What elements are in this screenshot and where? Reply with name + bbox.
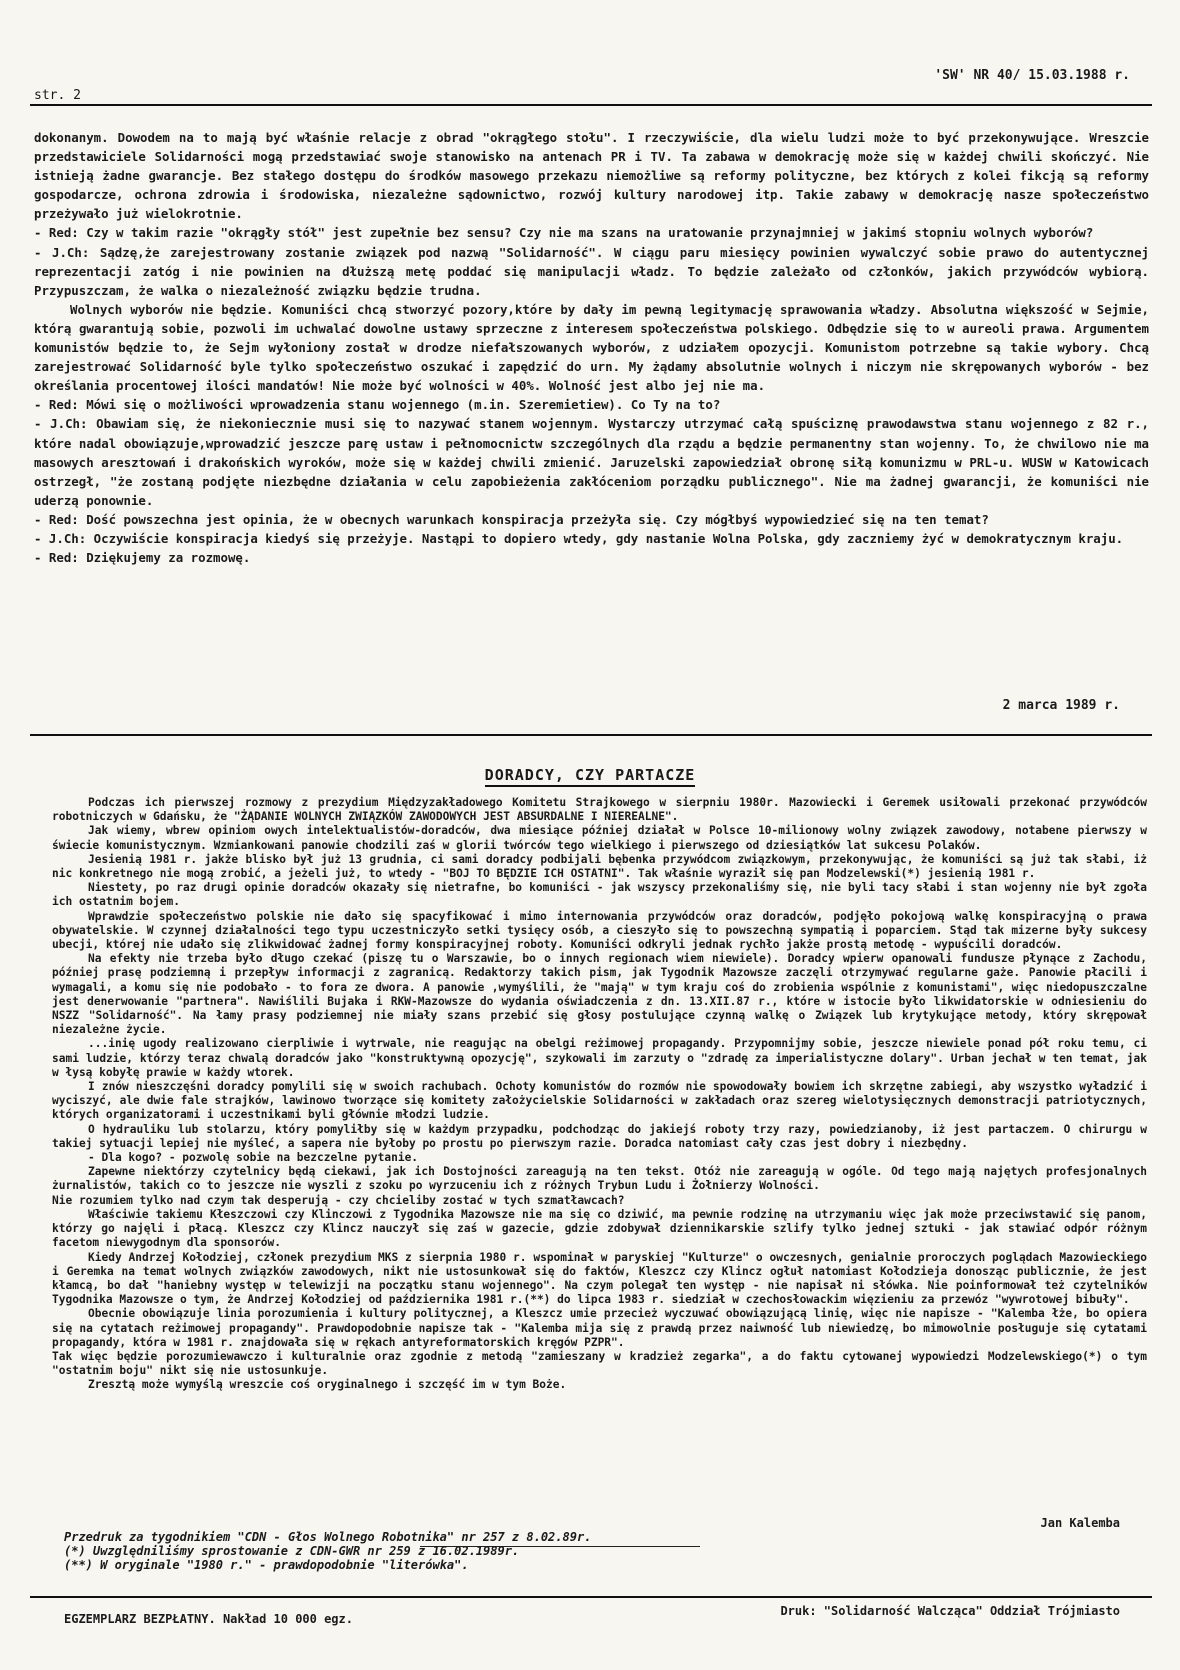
section-rule xyxy=(30,734,1152,736)
article-paragraph: Jak wiemy, wbrew opiniom owych intelektualistów-doradców, dwa miesiące później działał w Polsce 10-milionowy wolny związek zawodowy, notabene pierwszy w świecie komunistycznym. Wzmiankowani panowie chodzili zaś w glorii twórców tego wielkiego i pierwszego od dziesiątków lat sukcesu Polaków. xyxy=(52,824,1147,852)
interview-paragraph: Wolnych wyborów nie będzie. Komuniści chcą stworzyć pozory,które by dały im pewną legitymację sprawowania władzy. Absolutna większość w Sejmie, którą gwarantują sobie, pozwoli im uchwalać dowolne ustawy sprzeczne z interesem społeczeństwa polskiego. Odbędzie się to w aureoli prawa. Argumentem komunistów będzie to, że Sejm wyłoniony został w drodze niefałszowanych wyborów, z udziałem opozycji. Komunistom potrzebne są takie wybory. Chcą zarejestrować Solidarność byle tylko społeczeństwo oszukać i zapędzić do urn. My żądamy absolutnie wolnych i niczym nie skrępowanych wyborów - bez określania procentowej ilości mandatów! Nie może być wolności w 40%. Wolność jest albo jej nie ma. xyxy=(34,301,1149,394)
interview-paragraph: - J.Ch: Oczywiście konspiracja kiedyś się przeżyje. Nastąpi to dopiero wtedy, gdy nastanie Wolna Polska, gdy zaczniemy żyć w demokratycznym kraju. xyxy=(34,530,1124,546)
article-paragraph: ...inię ugody realizowano cierpliwie i wytrwale, nie reagując na obelgi reżimowej propagandy. Przypomnijmy sobie, jeszcze niewiele ponad pół roku temu, ci sami ludzie, którzy teraz chwalą doradców jako "konstruktywną opozycję", szykowali im zarzuty o "zdradę za imperialistyczne dolary". Urban jechał w ten temat, jak w łysą kobyłę prawie w każdy wtorek. xyxy=(52,1037,1147,1079)
interview-paragraph: - J.Ch: Obawiam się, że niekoniecznie musi się to nazywać stanem wojennym. Wystarczy utrzymać całą spuściznę prawodawstwa stanu wojennego z 82 r., które nadal obowiązuje,wprowadzić jeszcze parę ustaw i pełnomocnictw szczególnych dla rządu a będzie permanentny stan wojenny. To, że chwilowo nie ma masowych aresztowań i drakońskich wyroków, może się w każdej chwili zmienić. Jaruzelski zapowiedział obronę siłą komunizmu w PRL-u. WUSW w Katowicach ostrzegł, "że zostaną podjęte niezbędne działania w celu zapobieżenia zakłóceniom porządku publicznego". Nie ma żadnej gwarancji, że komuniści nie uderzą ponownie. xyxy=(34,416,1149,508)
article-paragraph: Właściwie takiemu Kłeszczowi czy Klinczowi z Tygodnika Mazowsze nie ma się co dziwić, ma pewnie rodzinę na utrzymaniu więc jak może przeciwstawić się panom, którzy go najęli i płacą. Kleszcz czy Klincz nauczył się zaś w gazecie, gdzie zdobywał dziennikarskie szlify tylko jednej sztuki - jak stawiać odpór różnym facetom niewygodnym dla sponsorów. xyxy=(52,1207,1147,1250)
article-paragraph: - Dla kogo? - pozwolę sobie na bezczelne pytanie. xyxy=(88,1151,419,1165)
interview-text xyxy=(34,128,1149,567)
reprint-notes xyxy=(64,1530,964,1572)
header-rule xyxy=(30,104,1152,106)
article-paragraph: Wprawdzie społeczeństwo polskie nie dało się spacyfikować i mimo internowania przywódców oraz doradców, podjęło pokojową walkę konspiracyjną o prawa obywatelskie. W czynnej działalności tego typu uczestniczyło setki tysięcy osób, a cieszyło się to powszechną sympatią i poparciem. Stąd tak mizerne były sukcesy ubecji, której nie udało się zlikwidować żadnej formy konspiracyjnej roboty. Komuniści odkryli jednak rychło jakże prostą metodę - wypuścili doradców. xyxy=(52,909,1147,952)
interview-paragraph: - Red: Czy w takim razie "okrągły stół" jest zupełnie bez sensu? Czy nie ma szans na uratowanie przynajmniej w jakimś stopniu wolnych wyborów? xyxy=(34,225,1094,241)
interview-paragraph: - J.Ch: Sądzę,że zarejestrowany zostanie związek pod nazwą "Solidarność". W ciągu paru miesięcy powinien wywalczyć sobie prawo do autentycznej reprezentacji zatóg i nie powinien na dłuższą metę poddać się manipulacji władz. To będzie zależało od członków, jakich przywódców wybiorą. Przypuszczam, że walka o niezależność związku będzie trudna. xyxy=(34,244,1149,298)
footer-printer: Druk: "Solidarność Walcząca" Oddział Trójmiasto xyxy=(780,1604,1120,1618)
interview-paragraph: - Red: Mówi się o możliwości wprowadzenia stanu wojennego (m.in. Szeremietiew). Co Ty na to? xyxy=(34,397,721,413)
article-paragraph: Nie rozumiem tylko nad czym tak desperują - czy chcieliby zostać w tych szmatławcach? xyxy=(52,1193,625,1207)
note-line: (*) Uwzględniliśmy sprostowanie z CDN-GWR nr 259 z 16.02.1989r. xyxy=(64,1544,520,1558)
note-line: Przedruk za tygodnikiem "CDN - Głos Wolnego Robotnika" nr 257 z 8.02.89r. xyxy=(64,1530,592,1544)
article-paragraph: Zapewne niektórzy czytelnicy będą ciekawi, jak ich Dostojności zareagują na ten tekst. Otóż nie zareagują w ogóle. Od tego mają najętych profesjonalnych żurnalistów, takich co to jeszcze nie wyszli z szoku po wyrzuceniu ich z różnych Trybun Ludu i Żołnierzy Wolności. xyxy=(52,1165,1147,1193)
article-paragraph: Na efekty nie trzeba było długo czekać (piszę tu o Warszawie, bo o innych regionach wiem niewiele). Doradcy wpierw opanowali fundusze płynące z Zachodu, później prasę podziemną i przepływ informacji z zagranicą. Redaktorzy takich pism, jak Tygodnik Mazowsze zaczęli otrzymywać regularne gaże. Panowie płacili i wymagali, a komu się nie podobało - to fora ze dwora. A panowie ,wymyślili, że "mają" w tym kraju coś do zrobienia wspólnie z komunistami", więc niedopuszczalne jest denerwowanie "partnera". Nawiślili Bujaka i RKW-Mazowsze do wydania oświadczenia z dn. 13.XII.87 r., które w istocie było likwidatorskie w odniesieniu do NSZZ "Solidarność". Na łamy prasy podziemnej nie miały szans przebić się głosy postulujące czynną walkę o Związek lub krytykujące metody, który skrępował niezależne życie. xyxy=(52,952,1147,1037)
note-line: (**) W oryginale "1980 r." - prawdopodobnie "literówka". xyxy=(64,1558,469,1572)
article-text xyxy=(52,796,1147,1393)
article-title xyxy=(0,766,1180,784)
article-paragraph: Jesienią 1981 r. jakże blisko był już 13 grudnia, ci sami doradcy podbijali bębenka przywódcom związkowym, przekonywując, że komuniści są już tak słabi, iż nic konkretnego nie mogą zrobić, a jeżeli już, to wtedy - "BOJ TO BĘDZIE ICH OSTATNI". Tak właśnie wyraził się pan Modzelewski(*) jesienią 1981 r. xyxy=(52,852,1147,881)
article-paragraph: Podczas ich pierwszej rozmowy z prezydium Międzyzakładowego Komitetu Strajkowego w sierpniu 1980r. Mazowiecki i Geremek usiłowali przekonać przywódców robotniczych w Gdańsku, że "ŻĄDANIE WOLNYCH ZWIĄZKÓW ZAWODOWYCH JEST ABSURDALNE I NIEREALNE". xyxy=(52,796,1147,824)
article-paragraph: Kiedy Andrzej Kołodziej, członek prezydium MKS z sierpnia 1980 r. wspominał w paryskiej "Kulturze" o owczesnych, genialnie proroczych poglądach Mazowieckiego i Geremka na temat wolnych związków zawodowych, nikt nie ustosunkował się do faktów, Kleszcz czy Klincz ogłuł natomiast Kołodzieja donosząc publicznie, że jest kłamcą, bo dał "haniebny występ w telewizji na początku stanu wojennego". Na czym polegał ten występ - nie napisał ni słówka. Nie poinformował też czytelników Tygodnika Mazowsze o tym, że Andrzej Kołodziej od października 1981 r.(**) do lipca 1983 r. siedział w czechosłowackim więzieniu za przewóz "wywrotowej bibuły". xyxy=(52,1250,1147,1307)
article-title-text: DORADCY, CZY PARTACZE xyxy=(485,766,696,787)
page-number: str. 2 xyxy=(34,88,81,103)
article-paragraph: O hydrauliku lub stolarzu, który pomyliłby się w każdym przypadku, podchodząc do jakiejś roboty trzy razy, powiedzianoby, iż jest partaczem. O chirurgu w takiej sytuacji lepiej nie myśleć, a sapera nie byłoby po prostu po pierwszym razie. Doradca natomiast cały czas jest dobry i niezbędny. xyxy=(52,1122,1147,1150)
article-paragraph: Tak więc będzie porozumiewawczo i kulturalnie oraz zgodnie z metodą "zamieszany w kradzież zegarka", a do faktu cytowanej wypowiedzi Modzelewskiego(*) o tym "ostatnim boju" nikt się nie ustosunkuje. xyxy=(52,1349,1147,1378)
article-paragraph: Zresztą może wymyślą wreszcie coś oryginalnego i szczęść im w tym Boże. xyxy=(88,1378,567,1392)
author-signature: Jan Kalemba xyxy=(1040,1516,1120,1530)
footer-rule xyxy=(30,1596,1152,1598)
interview-paragraph: - Red: Dziękujemy za rozmowę. xyxy=(34,550,251,566)
interview-date: 2 marca 1989 r. xyxy=(1002,698,1120,713)
article-paragraph: I znów nieszczęśni doradcy pomylili się w swoich rachubach. Ochoty komunistów do rozmów nie spowodowały bowiem ich skrzętne zabiegi, aby wszystko wyładzić i wyciszyć, ale dwie fale strajków, lawinowo tworzące się komitety założycielskie Solidarności w zakładach oraz szereg wielotysięcznych demonstracji patriotycznych, których organizatorami i uczestnikami byli głównie młodzi ludzie. xyxy=(52,1080,1147,1122)
footer-edition: EGZEMPLARZ BEZPŁATNY. Nakład 10 000 egz. xyxy=(64,1612,353,1626)
article-paragraph: Obecnie obowiązuje linia porozumienia i kultury politycznej, a Kleszcz umie przecież wyczuwać obowiązującą linię, więc nie napisze - "Kalemba łże, bo opiera się na cytatach reżimowej propagandy". Prawdopodobnie napisze tak - "Kalemba mija się z prawdą przez naiwność lub niewiedzę, bo mimowolnie posługuje się cytatami propagandy, która w 1981 r. znajdowała się w rękach antyreformatorskich kręgów PZPR". xyxy=(52,1307,1147,1349)
interview-paragraph: - Red: Dość powszechna jest opinia, że w obecnych warunkach konspiracja przeżyła się. Czy mógłbyś wypowiedzieć się na ten temat? xyxy=(34,511,989,527)
issue-info: 'SW' NR 40/ 15.03.1988 r. xyxy=(934,68,1130,83)
interview-paragraph: dokonanym. Dowodem na to mają być właśnie relacje z obrad "okrągłego stołu". I rzeczywiście, dla wielu ludzi może to być przekonywujące. Wreszcie przedstawiciele Solidarności mogą przedstawiać swoje stanowisko na antenach PR i TV. Ta zabawa w demokrację może się w każdej chwili skończyć. Nie istnieją żadne gwarancje. Bez stałego dostępu do środków masowego przekazu niemożliwe są reformy polityczne, bez których z kolei fikcją są reformy gospodarcze, ochrona zdrowia i środowiska, niezależne sądownictwo, rozwój kultury narodowej itp. Takie zabawy w demokrację nasze społeczeństwo przeżywało już wielokrotnie. xyxy=(34,130,1149,222)
article-paragraph: Niestety, po raz drugi opinie doradców okazały się nietrafne, bo komuniści - jak wszyscy przekonaliśmy się, nie byli tacy słabi i stan wojenny nie był zgoła ich ostatnim bojem. xyxy=(52,881,1147,909)
